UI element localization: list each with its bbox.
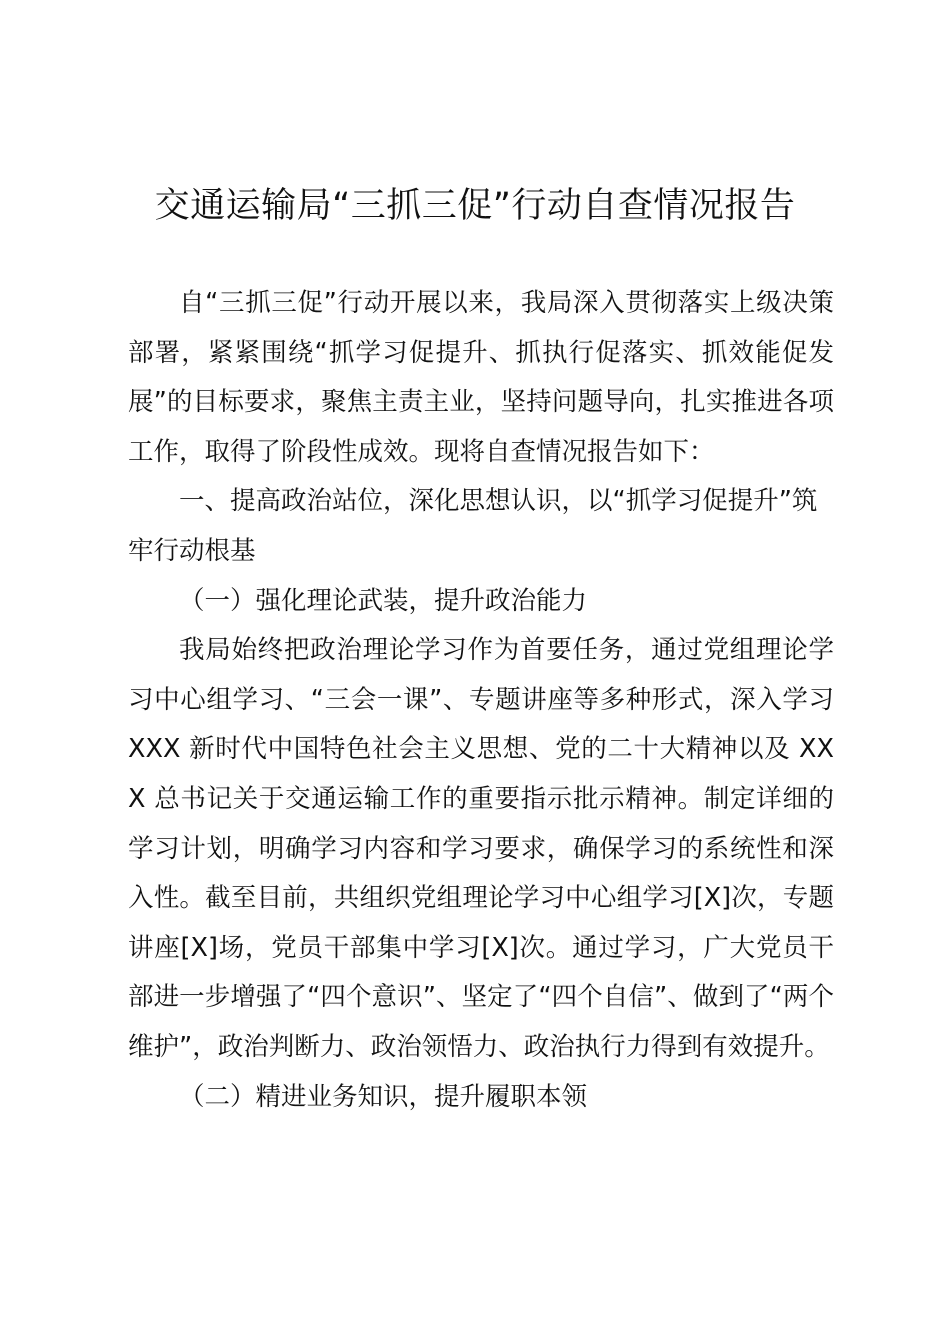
subsection-heading-1: （一）强化理论武装，提升政治能力: [179, 585, 588, 616]
intro-paragraph: 自“三抓三促”行动开展以来，我局深入贯彻落实上级决策部署，紧紧围绕“抓学习促提升、抓执行促落实、抓效能促发展”的目标要求，聚焦主责主业，坚持问题导向，扎实推进各项工作，取得了阶段性成效。现将自查情况报告如下：: [128, 288, 834, 467]
body-paragraph-1: 我局始终把政治理论学习作为首要任务，通过党组理论学习中心组学习、“三会一课”、专题讲座等多种形式，深入学习 XXX 新时代中国特色社会主义思想、党的二十大精神以及 XXX 总书记关于交通运输工作的重要指示批示精神。制定详细的学习计划，明确学习内容和学习要求，确保学习的系统性和深入性。截至目前，共组织党组理论学习中心组学习[X]次，专题讲座[X]场，党员干部集中学习[X]次。通过学习，广大党员干部进一步增强了“四个意识”、坚定了“四个自信”、做到了“两个维护”，政治判断力、政治领悟力、政治执行力得到有效提升。: [128, 635, 834, 1062]
subsection-heading-2: （二）精进业务知识，提升履职本领: [179, 1081, 588, 1112]
document-title: 交通运输局“三抓三促”行动自查情况报告: [154, 186, 796, 226]
document-body: [128, 279, 834, 1122]
section-heading-1: 一、提高政治站位，深化思想认识，以“抓学习促提升”筑牢行动根基: [128, 486, 818, 566]
